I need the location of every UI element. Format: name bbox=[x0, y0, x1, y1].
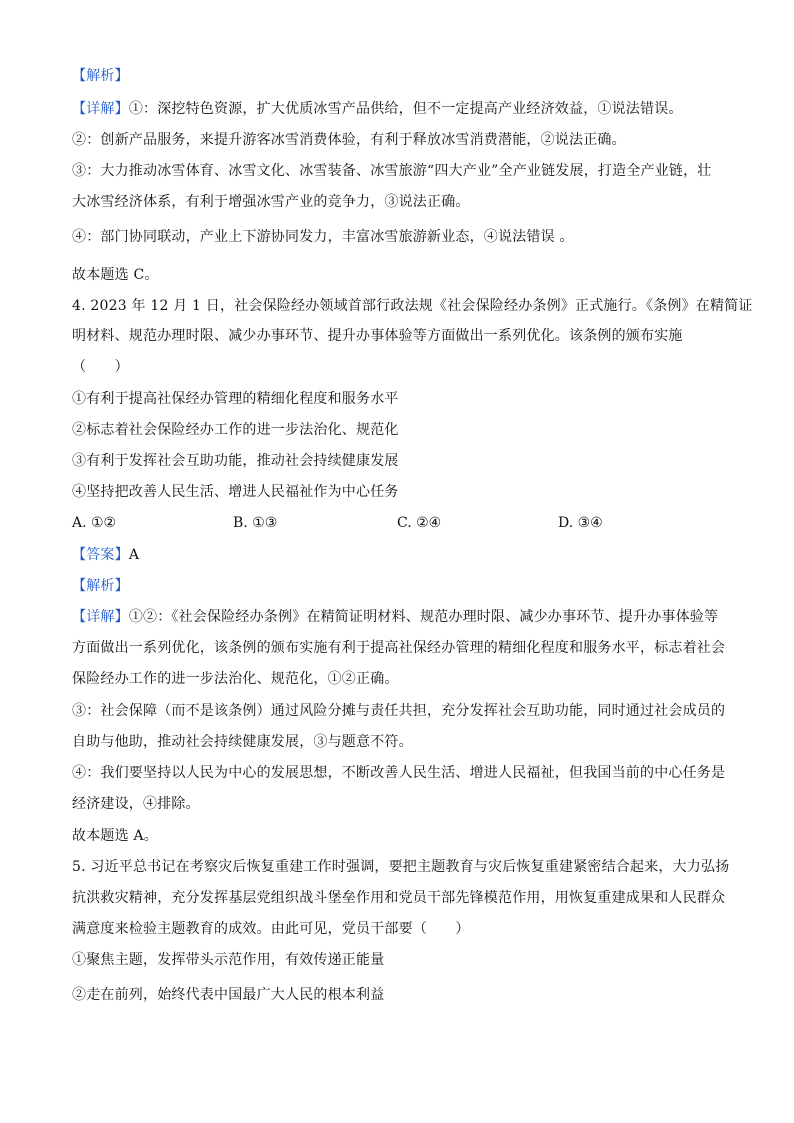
answer-tag: 【答案】 bbox=[72, 547, 129, 563]
statement-1: ①有利于提高社保经办管理的精细化程度和服务水平 bbox=[72, 391, 399, 407]
analysis-text-line: 大冰雪经济体系，有利于增强冰雪产业的竞争力，③说法正确。 bbox=[72, 194, 470, 210]
analysis-tag: 【解析】 bbox=[72, 578, 129, 594]
analysis-text-line: 方面做出一系列优化，该条例的颁布实施有利于提高社保经办管理的精细化程度和服务水平，标志着社会 bbox=[72, 640, 726, 656]
analysis-detail-line bbox=[72, 100, 722, 118]
analysis-text-line: ④：部门协同联动，产业上下游协同发力，丰富冰雪旅游新业态，④说法错误 。 bbox=[72, 229, 574, 245]
question-stem-line: 明材料、规范办理时限、减少办事环节、提升办事体验等方面做出一系列优化。该条例的颁布实施 bbox=[72, 328, 683, 344]
statement-3: ③有利于发挥社会互助功能，推动社会持续健康发展 bbox=[72, 453, 399, 469]
analysis-text-line: 自助与他助，推动社会持续健康发展，③与题意不符。 bbox=[72, 734, 413, 750]
option-a: A. ①② bbox=[72, 515, 117, 531]
analysis-text: ①②：《社会保险经办条例》在精简证明材料、规范办理时限、减少办事环节、提升办事体验等 bbox=[128, 609, 719, 625]
analysis-text-line: ③：社会保障（而不是该条例）通过风险分摊与责任共担，充分发挥社会互助功能，同时通过社会成员的 bbox=[72, 703, 726, 719]
analysis-heading bbox=[72, 67, 722, 85]
answer-line bbox=[72, 546, 722, 564]
detail-tag: 【详解】 bbox=[72, 609, 129, 625]
question-stem-line: 4. 2023 年 12 月 1 日，社会保险经办领域首部行政法规《社会保险经办条例》正式施行。《条例》在精简证 bbox=[72, 298, 753, 314]
analysis-detail-line bbox=[72, 608, 722, 626]
analysis-tag: 【解析】 bbox=[72, 68, 129, 84]
analysis-text-line: ③：大力推动冰雪体育、冰雪文化、冰雪装备、冰雪旅游“四大产业”全产业链发展，打造全产业链，壮 bbox=[72, 163, 712, 179]
question-stem-line: 抗洪救灾精神，充分发挥基层党组织战斗堡垒作用和党员干部先锋模范作用，用恢复重建成果和人民群众 bbox=[72, 890, 726, 906]
option-b: B. ①③ bbox=[233, 515, 278, 531]
question-stem-line: 满意度来检验主题教育的成效。由此可见，党员干部要（ ） bbox=[72, 921, 470, 937]
analysis-text-line: ②：创新产品服务，来提升游客冰雪消费体验，有利于释放冰雪消费潜能，②说法正确。 bbox=[72, 132, 626, 148]
statement-2: ②走在前列，始终代表中国最广大人民的根本利益 bbox=[72, 987, 385, 1003]
conclusion: 故本题选 A。 bbox=[72, 828, 158, 844]
analysis-text: ①：深挖特色资源，扩大优质冰雪产品供给，但不一定提高产业经济效益，①说法错误。 bbox=[128, 101, 683, 117]
option-c: C. ②④ bbox=[397, 515, 442, 531]
option-d: D. ③④ bbox=[558, 515, 603, 531]
question-stem-line: 5. 习近平总书记在考察灾后恢复重建工作时强调，要把主题教育与灾后恢复重建紧密结合起来，大力弘扬 bbox=[72, 859, 730, 875]
answer-blank: （ ） bbox=[72, 359, 129, 375]
statement-2: ②标志着社会保险经办工作的进一步法治化、规范化 bbox=[72, 422, 399, 438]
conclusion: 故本题选 C。 bbox=[72, 267, 159, 283]
analysis-text-line: ④：我们要坚持以人民为中心的发展思想，不断改善人民生活、增进人民福祉，但我国当前的中心任务是 bbox=[72, 765, 726, 781]
detail-tag: 【详解】 bbox=[72, 101, 129, 117]
analysis-text-line: 保险经办工作的进一步法治化、规范化，①②正确。 bbox=[72, 671, 399, 687]
statement-4: ④坚持把改善人民生活、增进人民福祉作为中心任务 bbox=[72, 484, 399, 500]
answer-value: A bbox=[128, 547, 140, 563]
analysis-heading bbox=[72, 577, 722, 595]
analysis-text-line: 经济建设，④排除。 bbox=[72, 796, 200, 812]
statement-1: ①聚焦主题，发挥带头示范作用，有效传递正能量 bbox=[72, 952, 385, 968]
